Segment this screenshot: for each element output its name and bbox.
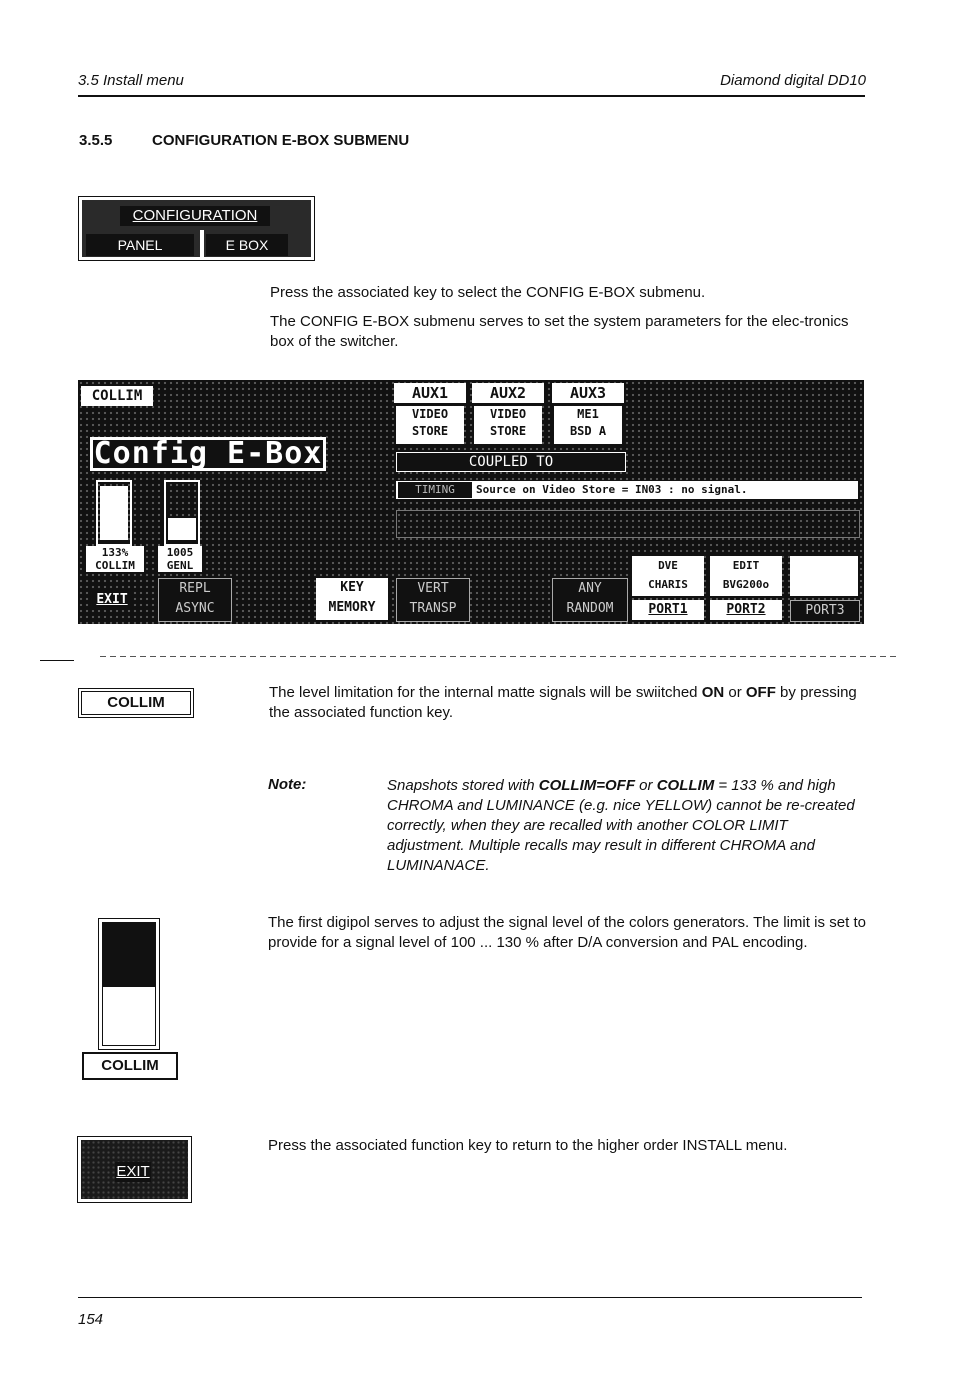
edit-bvg-box: [710, 556, 782, 596]
config-ebox-title-frame: [90, 437, 326, 471]
exit-key-label: EXIT: [116, 1163, 150, 1180]
status-line: [396, 481, 858, 499]
collim-text-a: The level limitation for the internal matte signals will be swiitched: [269, 684, 702, 701]
aux3-label: AUX3: [569, 384, 607, 402]
page-number: 154: [78, 1311, 104, 1328]
empty-status-field: [396, 510, 860, 538]
genl-slider[interactable]: [164, 480, 200, 546]
exit-key[interactable]: EXIT: [92, 590, 132, 610]
digipot-illustration: [98, 918, 160, 1050]
aux1-button[interactable]: [394, 383, 466, 403]
collim-text-b: or: [724, 684, 746, 701]
digipot-level: [103, 923, 155, 987]
collim-value-label: COLLIM: [95, 559, 135, 572]
collim-slider[interactable]: [96, 480, 132, 546]
empty-slot-box: [790, 556, 858, 596]
intro-paragraph-1: Press the associated key to select the CONFIG E-BOX submenu.: [270, 284, 706, 301]
aux3-source-line1: ME1: [577, 407, 599, 421]
exit-key-background: [81, 1140, 188, 1199]
section-title: CONFIGURATION E-BOX SUBMENU: [152, 132, 410, 149]
genl-slider-fill: [168, 518, 196, 540]
footer-rule: [78, 1297, 862, 1298]
repl-label: REPL: [179, 581, 211, 596]
collim-off: OFF: [745, 684, 776, 701]
note-bold-2: COLLIM: [656, 777, 715, 794]
separator-dashed: [100, 656, 900, 657]
aux1-source-line2: STORE: [411, 424, 449, 438]
any-label: ANY: [578, 581, 602, 596]
note-text-2: or: [635, 777, 657, 794]
port1-key[interactable]: PORT1: [632, 600, 704, 620]
edit-label: EDIT: [732, 559, 760, 572]
collim-header-label[interactable]: COLLIM: [81, 386, 153, 406]
dve-label: DVE: [658, 559, 678, 572]
port3-key[interactable]: PORT3: [790, 600, 860, 622]
port2-key[interactable]: PORT2: [710, 600, 782, 620]
timing-label: TIMING: [398, 482, 472, 498]
note-text: [387, 776, 867, 876]
collim-value: 133%: [101, 546, 129, 559]
memory-label: MEMORY: [328, 600, 376, 615]
aux2-label: AUX2: [489, 384, 527, 402]
async-label: ASYNC: [175, 601, 215, 616]
menu-separator: [200, 230, 204, 257]
aux1-label: AUX1: [411, 384, 449, 402]
config-ebox-screen: [78, 380, 864, 624]
transp-label: TRANSP: [409, 601, 457, 616]
section-number: 3.5.5: [79, 132, 113, 149]
header-rule: [78, 95, 865, 97]
charis-label: CHARIS: [648, 578, 688, 591]
intro-paragraph-2: The CONFIG E-BOX submenu serves to set the system parameters for the elec-tronics box of the switcher.: [270, 313, 849, 350]
panel-button[interactable]: PANEL: [86, 234, 194, 256]
dve-charis-box: [632, 556, 704, 596]
collim-slider-fill: [100, 486, 128, 540]
genl-value-label: GENL: [166, 559, 194, 572]
digipot-label: COLLIM: [82, 1052, 178, 1080]
digipot-description: The first digipol serves to adjust the signal level of the colors generators. The limit is set to provide for a signal level of 100 ... 130 % after D/A conversion and PAL encoding.: [268, 914, 866, 951]
repl-async-key[interactable]: [158, 578, 232, 622]
collim-key-illustration: [78, 688, 194, 718]
aux3-source-line2: BSD A: [569, 424, 607, 438]
ebox-button[interactable]: E BOX: [206, 234, 288, 256]
note-text-3: = 133 % and high CHROMA and LUMINANCE (e.g. nice YELLOW) cannot be re-created correctly, when they are recalled with another COLOR LIMIT adjustment. Multiple recalls may result in different CHROMA and LUMINANACE.: [387, 777, 855, 874]
aux2-button[interactable]: [472, 383, 544, 403]
vert-transp-key[interactable]: [396, 578, 470, 622]
configuration-title: CONFIGURATION: [120, 206, 270, 226]
note-bold-1: COLLIM=OFF: [538, 777, 636, 794]
vert-label: VERT: [417, 581, 449, 596]
status-message: Source on Video Store = IN03 : no signal.: [476, 483, 748, 496]
aux2-source[interactable]: [474, 406, 542, 444]
collim-value-box: [86, 546, 144, 572]
bvg-label: BVG200o: [722, 578, 770, 591]
note-text-1: Snapshots stored with: [387, 777, 539, 794]
genl-value-box: [158, 546, 202, 572]
aux1-source[interactable]: [396, 406, 464, 444]
aux2-source-line2: STORE: [489, 424, 527, 438]
any-random-key[interactable]: [552, 578, 628, 622]
digipot-track: [102, 922, 156, 1046]
key-memory-key[interactable]: [316, 578, 388, 620]
separator-left: [40, 660, 74, 661]
coupled-to-label: COUPLED TO: [396, 452, 626, 472]
collim-text-c: by pressing the associated function key.: [269, 684, 857, 721]
aux2-source-line1: VIDEO: [489, 407, 527, 421]
config-ebox-title: Config E-Box: [93, 436, 323, 471]
exit-description: Press the associated function key to return to the higher order INSTALL menu.: [268, 1137, 788, 1154]
aux3-source[interactable]: [554, 406, 622, 444]
key-label: KEY: [340, 580, 364, 595]
random-label: RANDOM: [566, 601, 614, 616]
configuration-menu: [78, 196, 315, 261]
note-label: Note:: [268, 776, 307, 793]
header-right: Diamond digital DD10: [720, 72, 866, 89]
genl-value: 1005: [166, 546, 194, 559]
aux1-source-line1: VIDEO: [411, 407, 449, 421]
header-left: 3.5 Install menu: [78, 72, 184, 89]
aux3-button[interactable]: [552, 383, 624, 403]
collim-description: [269, 683, 866, 723]
collim-key-label: COLLIM: [81, 691, 191, 715]
exit-key-illustration: [77, 1136, 192, 1203]
collim-on: ON: [701, 684, 725, 701]
